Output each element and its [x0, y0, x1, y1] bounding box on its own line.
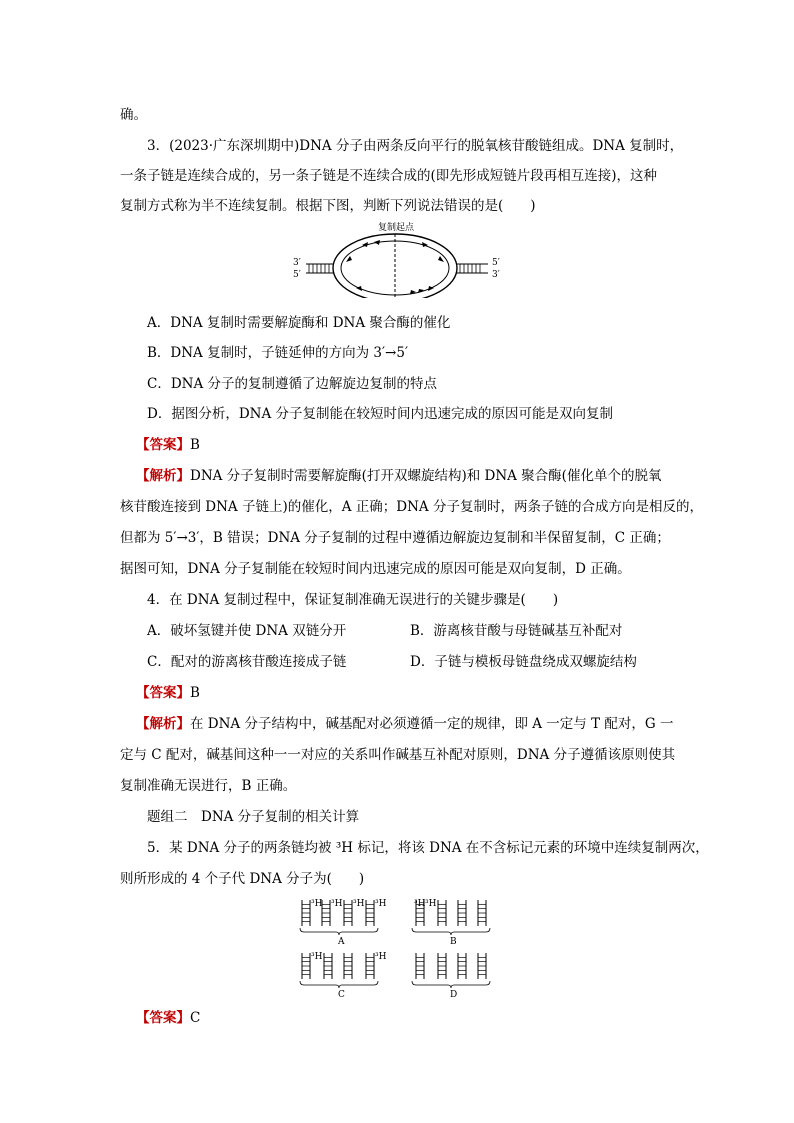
answer-tag: 【答案】 [136, 437, 190, 453]
q3-stem-line2: 一条子链是连续合成的，另一条子链是不连续合成的(即先形成短链片段再相互连接)，这种 [120, 168, 658, 184]
answer-tag: 【答案】 [136, 685, 190, 701]
answer-tag: 【答案】 [136, 1010, 190, 1026]
q3-option-d: D．据图分析，DNA 分子复制能在较短时间内迅速完成的原因可能是双向复制 [147, 406, 613, 422]
h3-mark: ³H [311, 952, 323, 962]
q3-analysis-line1 [136, 467, 661, 485]
q3-stem-line3: 复制方式称为半不连续复制。根据下图，判断下列说法错误的是( ) [120, 198, 536, 214]
q3-option-b: B．DNA 复制时，子链延伸的方向为 3′→5′ [147, 345, 409, 361]
h3-mark: ³H [331, 899, 343, 909]
q4-option-d: D．子链与模板母链盘绕成双螺旋结构 [410, 654, 637, 670]
h3-mark: ³H [414, 899, 426, 909]
h3-mark: ³H [375, 952, 387, 962]
q4-option-b: B．游离核苷酸与母链碱基互补配对 [410, 623, 623, 639]
analysis-text: DNA 分子复制时需要解旋酶(打开双螺旋结构)和 DNA 聚合酶(催化单个的脱氧 [190, 468, 662, 484]
q4-option-a: A．破坏氢键并使 DNA 双链分开 [147, 623, 347, 639]
figure-label-d: D [450, 990, 458, 1000]
answer-value: C [190, 1010, 201, 1026]
origin-label: 复制起点 [378, 223, 415, 233]
left-top-end: 3′ [293, 258, 301, 268]
q4-answer [136, 684, 200, 702]
q3-stem-line1: 3．(2023·广东深圳期中)DNA 分子由两条反向平行的脱氧核苷酸链组成。DNA 复制时， [147, 138, 684, 154]
replication-bubble-figure [290, 220, 510, 298]
q3-analysis-line4: 据图可知，DNA 分子复制能在较短时间内迅速完成的原因可能是双向复制，D 正确。 [120, 561, 631, 577]
figure-label-b: B [450, 937, 457, 947]
analysis-tag: 【解析】 [136, 716, 190, 732]
h3-mark: ³H [353, 899, 365, 909]
q3-analysis-line3: 但都为 5′→3′，B 错误；DNA 分子复制的过程中遵循边解旋边复制和半保留复制，C 正确； [120, 530, 670, 546]
figure-label-a: A [338, 937, 345, 947]
q3-analysis-line2: 核苷酸连接到 DNA 子链上)的催化，A 正确；DNA 分子复制时，两条子链的合成方向是相反的， [120, 499, 703, 515]
answer-value: B [190, 685, 200, 701]
h3-mark: ³H [375, 899, 387, 909]
q5-answer [136, 1009, 200, 1027]
daughter-dna-options-figure [298, 896, 498, 1000]
q4-stem: 4．在 DNA 复制过程中，保证复制准确无误进行的关键步骤是( ) [147, 592, 559, 608]
left-bottom-end: 5′ [293, 270, 301, 280]
right-bottom-end: 3′ [492, 270, 500, 280]
analysis-tag: 【解析】 [136, 468, 190, 484]
q3-option-c: C．DNA 分子的复制遵循了边解旋边复制的特点 [147, 376, 438, 392]
brace-labels [337, 937, 457, 1000]
h3-mark: ³H [311, 899, 323, 909]
q4-analysis-line3: 复制准确无误进行，B 正确。 [120, 778, 297, 794]
q3-option-a: A．DNA 复制时需要解旋酶和 DNA 聚合酶的催化 [147, 315, 451, 331]
q5-stem-line2: 则所形成的 4 个子代 DNA 分子为( ) [120, 871, 365, 887]
right-top-end: 5′ [492, 258, 500, 268]
q4-analysis-line2: 定与 C 配对，碱基间这种一一对应的关系叫作碱基互补配对原则，DNA 分子遵循该原则使其 [120, 747, 676, 763]
h3-mark: ³H [425, 899, 437, 909]
figure-label-c: C [338, 990, 345, 1000]
q4-option-c: C．配对的游离核苷酸连接成子链 [147, 654, 347, 670]
q5-stem-line1: 5．某 DNA 分子的两条链均被 ³H 标记，将该 DNA 在不含标记元素的环境中连续复制两次， [147, 840, 709, 856]
answer-value: B [190, 437, 200, 453]
analysis-text: 在 DNA 分子结构中，碱基配对必须遵循一定的规律，即 A 一定与 T 配对，G 一 [190, 716, 674, 732]
q4-analysis-line1 [136, 715, 673, 733]
fragment-text: 确。 [120, 107, 147, 123]
group-heading: 题组二 DNA 分子复制的相关计算 [147, 809, 360, 825]
q3-answer [136, 436, 200, 454]
